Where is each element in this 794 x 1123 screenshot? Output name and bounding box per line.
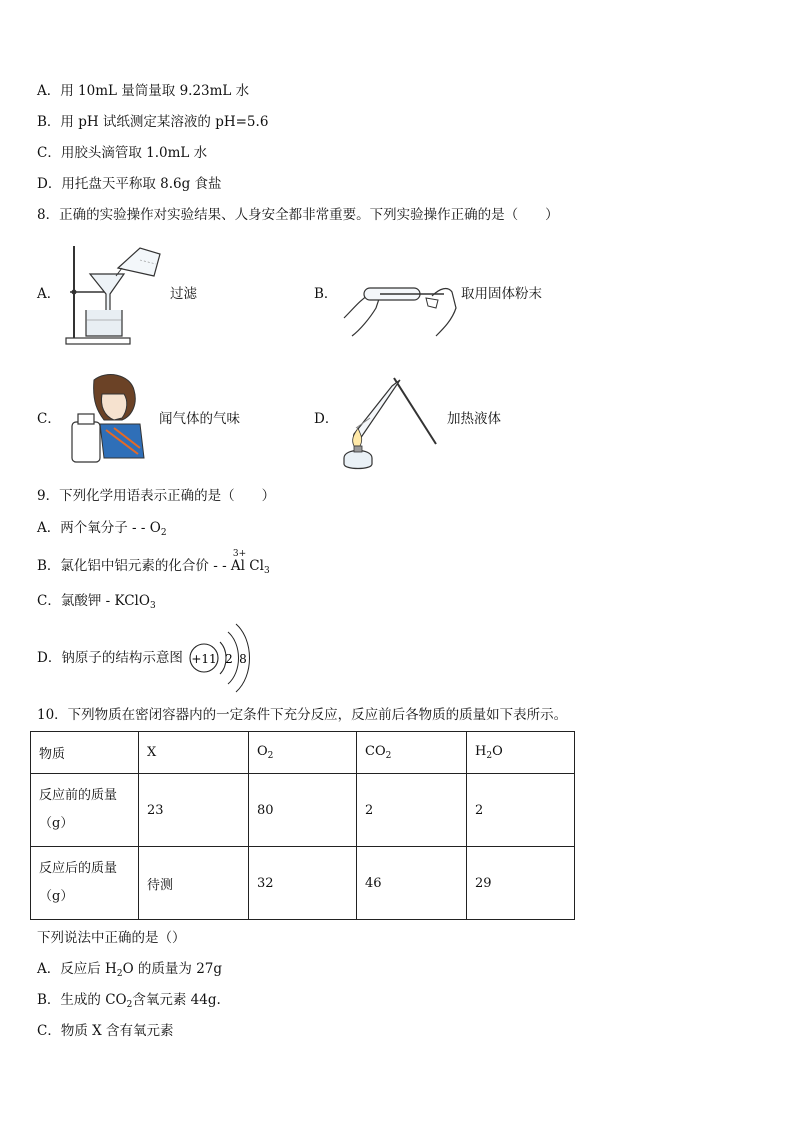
table-cell: 32 — [249, 847, 357, 920]
table-cell: 80 — [249, 774, 357, 847]
table-cell: 23 — [139, 774, 249, 847]
heating-liquid-icon — [340, 376, 440, 472]
q10-option-c: C．物质 X 含有氧元素 — [37, 1023, 174, 1039]
filtration-apparatus-icon — [62, 240, 162, 348]
table-header-row — [31, 732, 575, 774]
q9-option-c: C．氯酸钾 - KClO$_3$ — [37, 593, 156, 611]
sodium-atom-structure-icon — [188, 622, 258, 694]
header-h2o: $H_2O$ — [467, 732, 575, 774]
q7-option-b: B．用 pH 试纸测定某溶液的 pH=5.6 — [37, 114, 269, 130]
q8-option-a-letter: A． — [37, 286, 61, 302]
q9-stem: 9．下列化学用语表示正确的是（ ） — [37, 488, 276, 504]
q10-stem: 10．下列物质在密闭容器内的一定条件下充分反应，反应前后各物质的质量如下表所示。 — [37, 707, 568, 723]
q8-option-b-letter: B． — [314, 286, 338, 302]
q9-option-d: D．钠原子的结构示意图 — [37, 650, 183, 666]
q8-option-d-letter: D． — [314, 411, 339, 427]
q10-prompt: 下列说法中正确的是（） — [37, 930, 186, 946]
mass-table — [30, 731, 575, 920]
q8-option-c-caption: 闻气体的气味 — [159, 411, 240, 427]
table-row — [31, 847, 575, 920]
valence-charge: 3+ — [232, 549, 247, 559]
q8-option-a-caption: 过滤 — [170, 286, 197, 302]
row-label-after: 反应后的质量 （g） — [31, 847, 139, 920]
row-label-before: 反应前的质量 （g） — [31, 774, 139, 847]
table-row — [31, 774, 575, 847]
shell-2-count: 8 — [239, 652, 247, 666]
q10-option-b: B．生成的 $CO_2$含氧元素 44g. — [37, 992, 221, 1010]
header-co2: $CO_2$ — [357, 732, 467, 774]
q10-option-a: A．反应后 $H_2O$ 的质量为 27g — [37, 961, 223, 979]
q8-stem: 8．正确的实验操作对实验结果、人身安全都非常重要。下列实验操作正确的是（ ） — [37, 207, 559, 223]
shell-1-count: 2 — [225, 652, 233, 666]
q7-option-c: C．用胶头滴管取 1.0mL 水 — [37, 145, 208, 161]
test-tube-powder-icon — [340, 278, 460, 338]
q9-option-b: B．氯化铝中铝元素的化合价 - - 3+ Al $Cl_3$ — [37, 556, 270, 581]
header-substance: 物质 — [31, 732, 139, 774]
table-cell: 29 — [467, 847, 575, 920]
q7-option-a: A．用 10mL 量筒量取 9.23mL 水 — [37, 83, 250, 99]
smelling-gas-icon — [70, 372, 146, 464]
table-cell: 46 — [357, 847, 467, 920]
q9-option-a: A．两个氧分子 - - $O_2$ — [37, 520, 167, 538]
table-cell: 2 — [467, 774, 575, 847]
header-x: X — [139, 732, 249, 774]
q7-option-d: D．用托盘天平称取 8.6g 食盐 — [37, 176, 222, 192]
q8-option-b-caption: 取用固体粉末 — [461, 286, 542, 302]
q8-option-d-caption: 加热液体 — [447, 411, 501, 427]
q8-option-c-letter: C． — [37, 411, 61, 427]
header-o2: $O_2$ — [249, 732, 357, 774]
table-cell: 2 — [357, 774, 467, 847]
table-cell: 待测 — [139, 847, 249, 920]
nucleus-label: +11 — [191, 652, 217, 666]
